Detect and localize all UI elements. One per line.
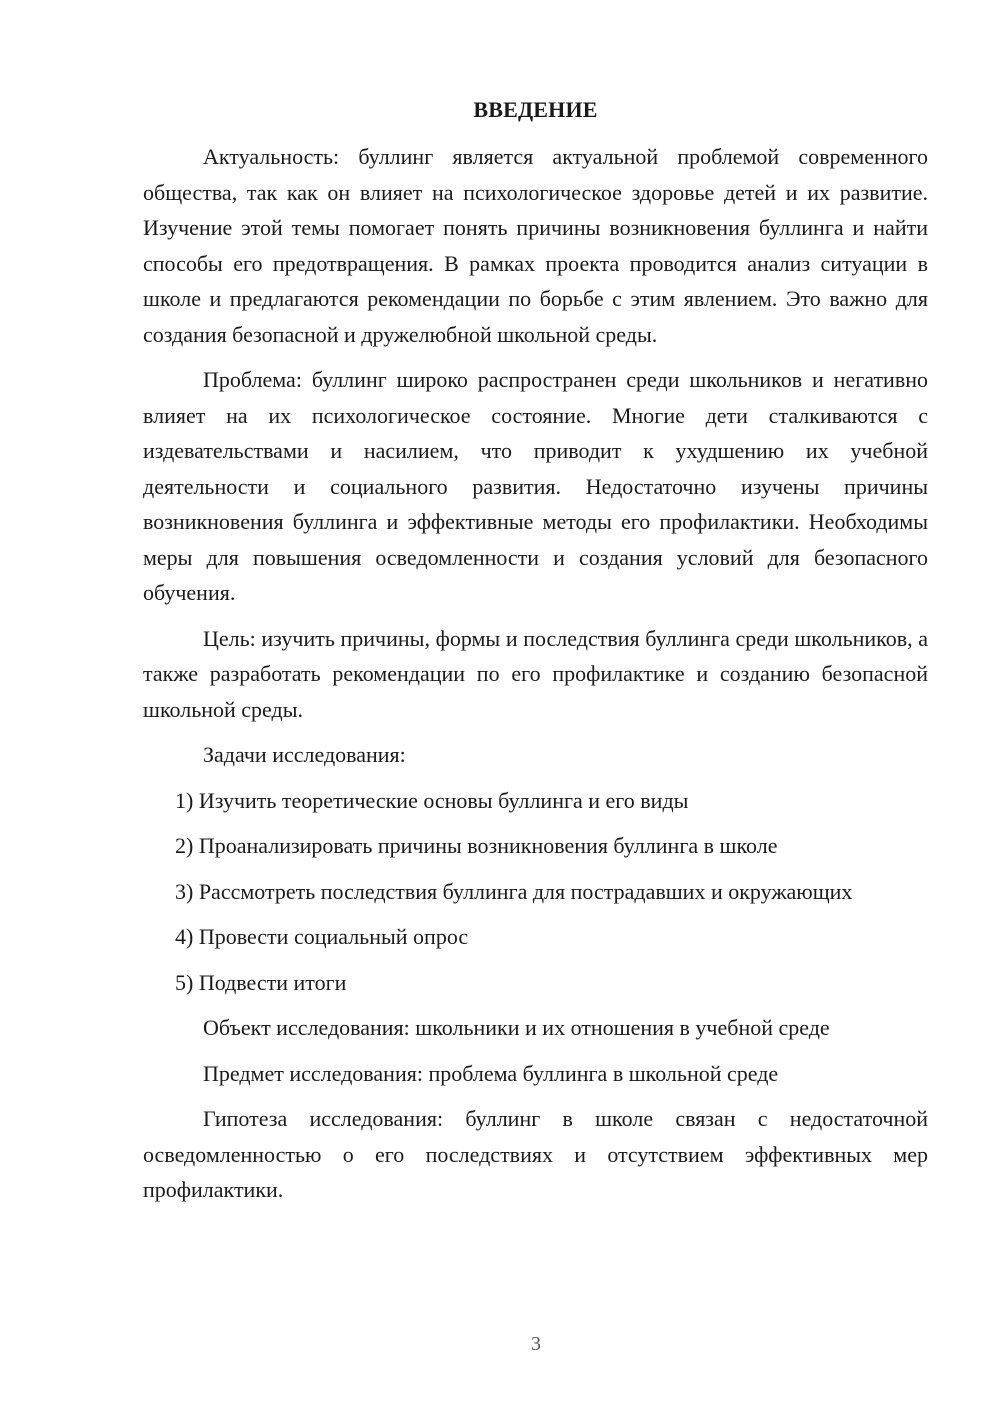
task-item-1: 1) Изучить теоретические основы буллинга и его виды [175, 787, 689, 813]
task-item-3: 3) Рассмотреть последствия буллинга для пострадавших и окружающих [175, 878, 853, 904]
paragraph-goal: Цель: изучить причины, формы и последствия буллинга среди школьников, а также разработать рекомендации по его профилактике и созданию безопасной школьной среды. [143, 625, 928, 722]
research-subject: Предмет исследования: проблема буллинга в школьной среде [203, 1060, 779, 1086]
task-item-4: 4) Провести социальный опрос [175, 924, 469, 949]
page-number: 3 [531, 1333, 541, 1355]
research-object: Объект исследования: школьники и их отношения в учебной среде [203, 1015, 830, 1040]
document-body [143, 95, 928, 1218]
paragraph-problem: Проблема: буллинг широко распространен среди школьников и негативно влияет на их психологическое состояние. Многие дети сталкиваются с издевательствами и насилием, что приводит к ухудшению их учебной деятельности и социального развития. Недостаточно изучены причины возникновения буллинга и эффективные методы его профилактики. Необходимы меры для повышения осведомленности и создания условий для безопасного обучения. [143, 367, 928, 605]
task-item-2: 2) Проанализировать причины возникновения буллинга в школе [175, 833, 778, 858]
paragraph-relevance: Актуальность: буллинг является актуальной проблемой современного общества, так как он влияет на психологическое здоровье детей и их развитие. Изучение этой темы помогает понять причины возникновения буллинга и найти способы его предотвращения. В рамках проекта проводится анализ ситуации в школе и предлагаются рекомендации по борьбе с этим явлением. Это важно для создания безопасной и дружелюбной школьной среды. [143, 144, 928, 347]
research-hypothesis: Гипотеза исследования: буллинг в школе связан с недостаточной осведомленностью о его последствиях и отсутствием эффективных мер профилактики. [143, 1106, 928, 1202]
task-item-5: 5) Подвести итоги [175, 969, 347, 995]
page-title: ВВЕДЕНИЕ [473, 97, 598, 122]
tasks-heading: Задачи исследования: [203, 742, 406, 767]
